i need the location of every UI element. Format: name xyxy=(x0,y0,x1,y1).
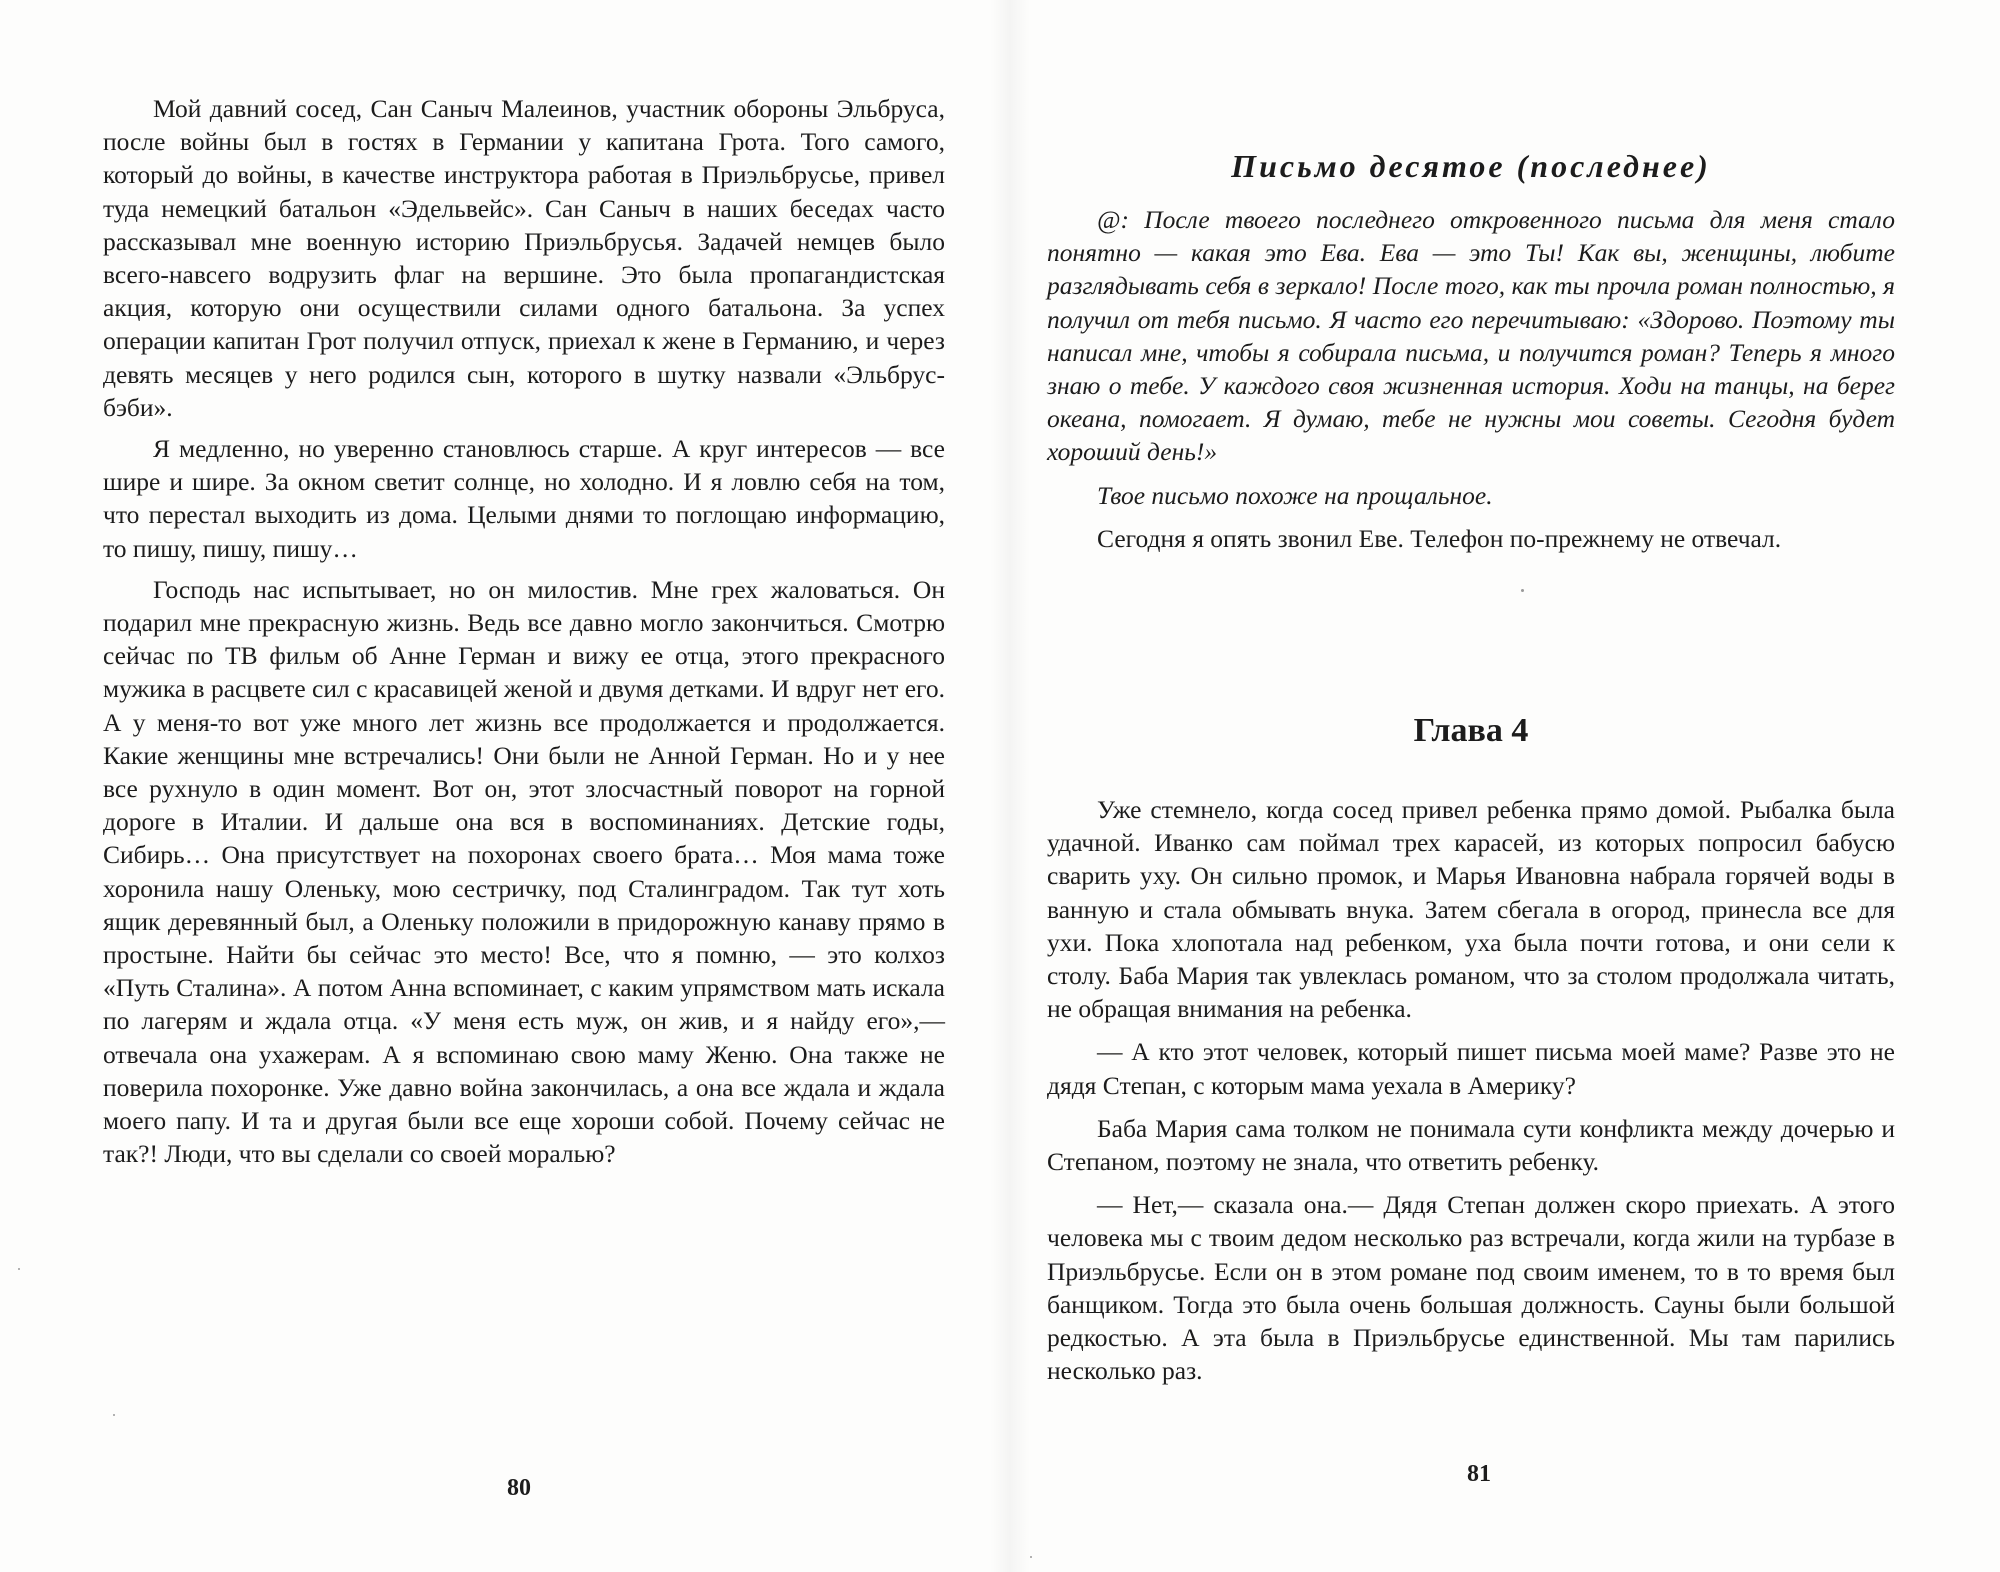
book-gutter xyxy=(990,0,1030,1572)
letter-paragraph: @: После твоего последнего откровенного письма для меня стало понятно — какая это Ева. Ева — это Ты! Как вы, женщины, любите разглядывать себя в зеркало! После того, как ты прочла роман полностью, я получил от тебя письмо. Я часто его перечитываю: «Здорово. Поэтому ты написал мне, чтобы я собирала письма, и получится роман? Теперь я много знаю о тебе. У каждого своя жизненная история. Ходи на танцы, на берег океана, помогает. Я думаю, тебе не нужны мои советы. Сегодня будет хороший день!» xyxy=(1047,205,1895,467)
paragraph: — Нет,— сказала она.— Дядя Степан должен скоро приехать. А этого человека мы с твоим дедом несколько раз встречали, когда жили на турбазе в Приэльбрусье. Если он в этом романе под своим именем, то в то время был банщиком. Тогда это была очень большая должность. Сауны были большой редкостью. А эта была в Приэльбрусье единственной. Мы там парились несколько раз. xyxy=(1047,1190,1895,1386)
letter-heading: Письмо десятое (последнее) xyxy=(1231,148,1711,184)
page-number: 81 xyxy=(1467,1461,1491,1487)
paragraph: Баба Мария сама толком не понимала сути конфликта между дочерью и Степаном, поэтому не знала, что ответить ребенку. xyxy=(1047,1113,1895,1177)
paragraph: Уже стемнело, когда сосед привел ребенка прямо домой. Рыбалка была удачной. Иванко сам поймал трех карасей, из которых попросил бабусю сварить уху. Он сильно промок, и Марья Ивановна набрала горячей воды в ванную и стала обмывать внука. Затем сбегала в огород, принесла все для ухи. Пока хлопотала над ребенком, уха была почти готова, и они сели к столу. Баба Мария так увлеклась романом, что за столом продолжала читать, не обращая внимания на ребенка. xyxy=(1047,795,1895,1024)
page-number: 80 xyxy=(507,1475,531,1501)
paragraph: Мой давний сосед, Сан Саныч Малеинов, участник обороны Эльбруса, после войны был в гостях в Германии у капитана Грота. Того самого, который до войны, в качестве инструктора работая в Приэльбрусье, привел туда немецкий батальон «Эдельвейс». Сан Саныч в наших беседах часто рассказывал мне военную историю Приэльбрусья. Задачей немцев было всего-навсего водрузить флаг на вершине. Это была пропагандистская акция, которую они осуществили силами одного батальона. За успех операции капитан Грот получил отпуск, приехал к жене в Германию, и через девять месяцев у него родился сын, которого в шутку назвали «Эльбрус-бэби». xyxy=(103,94,945,422)
chapter-heading: Глава 4 xyxy=(1413,712,1529,749)
scan-speck xyxy=(18,1268,20,1270)
letter-text xyxy=(1047,203,1895,555)
chapter-text xyxy=(1047,793,1895,1387)
left-page-text xyxy=(103,92,945,1171)
paragraph: Я медленно, но уверенно становлюсь старше. А круг интересов — все шире и шире. За окном светит солнце, но холодно. И я ловлю себя на том, что перестал выходить из дома. Целыми днями то поглощаю информацию, то пишу, пишу, пишу… xyxy=(103,434,945,563)
paragraph: Сегодня я опять звонил Еве. Телефон по-прежнему не отвечал. xyxy=(1097,523,1782,553)
scan-speck xyxy=(1030,1556,1032,1558)
scan-speck xyxy=(1521,589,1524,592)
right-page xyxy=(1047,0,1895,1572)
paragraph: — А кто этот человек, который пишет письма моей маме? Разве это не дядя Степан, с которым мама уехала в Америку? xyxy=(1047,1037,1895,1100)
paragraph: Господь нас испытывает, но он милостив. Мне грех жаловаться. Он подарил мне прекрасную жизнь. Ведь все давно могло закончиться. Смотрю сейчас по ТВ фильм об Анне Герман и вижу ее отца, этого прекрасного мужика в расцвете сил с красавицей женой и двумя детками. И вдруг нет его. А у меня-то вот уже много лет жизнь все продолжается и продолжается. Какие женщины мне встречались! Они были не Анной Герман. Но и у нее все рухнуло в один момент. Вот он, этот злосчастный поворот на горной дороге в Италии. И дальше она вся в воспоминаниях. Детские годы, Сибирь… Она присутствует на похоронах своего брата… Моя мама тоже хоронила нашу Оленьку, мою сестричку, под Сталинградом. Так тут хоть ящик деревянный был, а Оленьку положили в придорожную канаву прямо в простыне. Найти бы сейчас это место! Все, что я помню, — это колхоз «Путь Сталина». А потом Анна вспоминает, с каким упрямством мать искала по лагерям и ждала отца. «У меня есть муж, он жив, и я найду его»,— отвечала она ухажерам. А я вспоминаю свою маму Женю. Она также не поверила похоронке. Уже давно война закончилась, а она все ждала и ждала моего папу. И та и другая были все еще хороши собой. Почему сейчас не так?! Люди, что вы сделали со своей моралью? xyxy=(103,574,945,1169)
scan-speck xyxy=(113,1414,115,1416)
left-page xyxy=(103,0,945,1572)
letter-paragraph: Твое письмо похоже на прощальное. xyxy=(1097,480,1493,510)
